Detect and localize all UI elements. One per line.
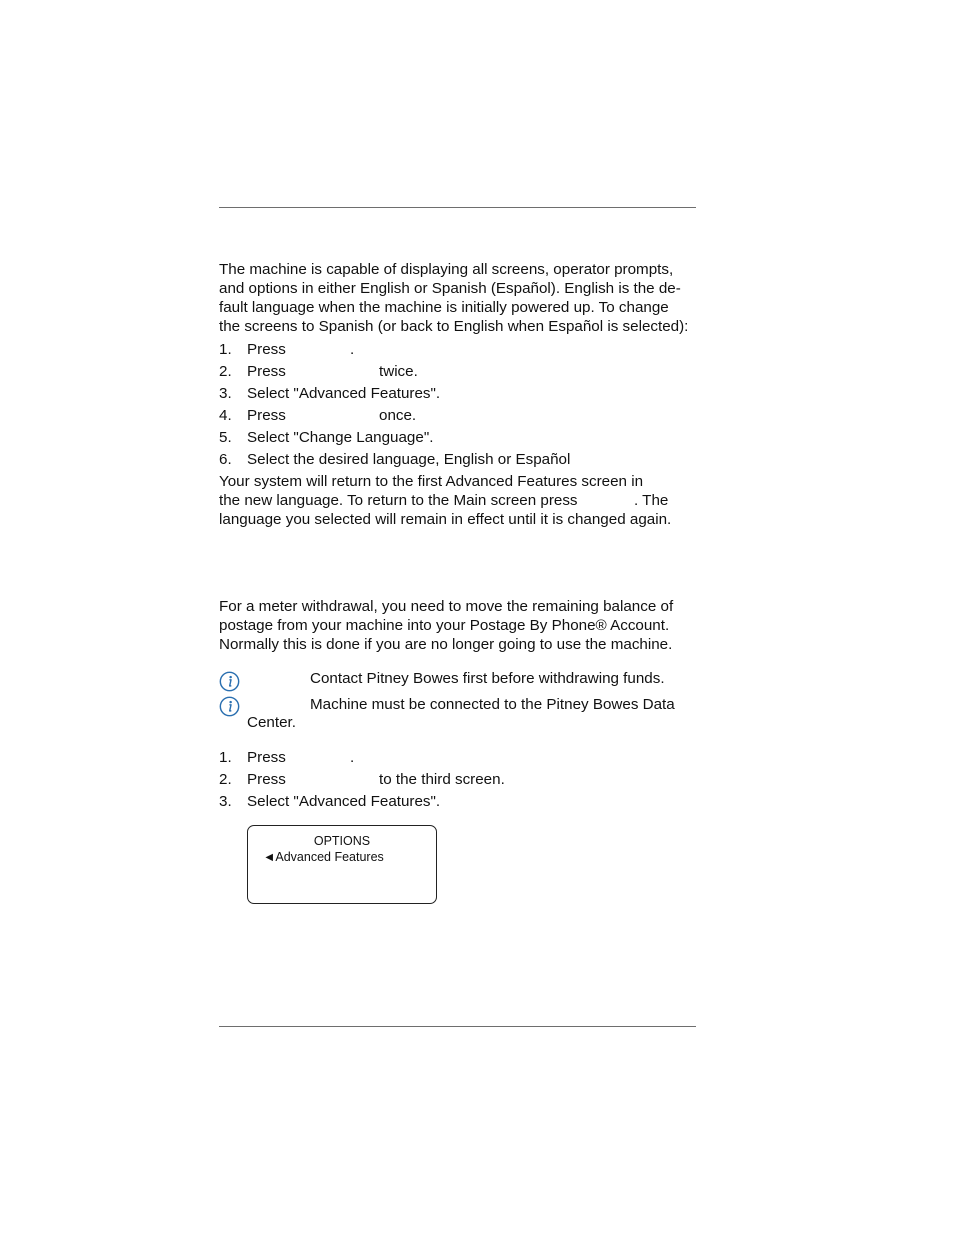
step-text: Select "Advanced Features". <box>247 793 441 810</box>
step-text: Press <box>247 407 286 424</box>
step-text: Select "Change Language". <box>247 429 434 446</box>
step-number: 1. <box>219 749 232 766</box>
step-text: Select the desired language, English or Español <box>247 451 571 468</box>
step-text-tail: . <box>350 341 355 358</box>
outro-line: Your system will return to the first Advanced Features screen in <box>219 473 644 490</box>
outro-line-with-key <box>219 491 699 510</box>
intro-line: The machine is capable of displaying all screens, operator prompts, <box>219 261 674 278</box>
step-text-tail: once. <box>379 407 417 424</box>
intro-line: For a meter withdrawal, you need to move the remaining balance of <box>219 598 674 615</box>
outro-text-tail: . The <box>634 492 669 509</box>
step-number: 3. <box>219 385 232 402</box>
intro-line: and options in either English or Spanish (Español). English is the de- <box>219 280 681 297</box>
step-text-tail: to the third screen. <box>379 771 505 788</box>
intro-line: fault language when the machine is initially powered up. To change <box>219 299 669 316</box>
outro-line: language you selected will remain in effect until it is changed again. <box>219 511 672 528</box>
step-number: 5. <box>219 429 232 446</box>
step-text: Select "Advanced Features". <box>247 385 441 402</box>
lcd-screen <box>247 825 437 904</box>
language-outro <box>219 472 699 529</box>
lcd-menu-item-label: Advanced Features <box>275 850 384 864</box>
step-number: 6. <box>219 451 232 468</box>
step-text: Press <box>247 341 286 358</box>
intro-line: postage from your machine into your Postage By Phone® Account. <box>219 617 670 634</box>
lcd-menu-item <box>263 850 384 865</box>
language-intro <box>219 260 699 336</box>
top-rule <box>219 207 696 208</box>
step-text-tail: twice. <box>379 363 418 380</box>
info-icon <box>219 671 240 692</box>
intro-line: the screens to Spanish (or back to English when Español is selected): <box>219 318 689 335</box>
step-number: 3. <box>219 793 232 810</box>
info-icon <box>219 696 240 717</box>
step-text-tail: . <box>350 749 355 766</box>
note-text: Contact Pitney Bowes first before withdrawing funds. <box>310 670 665 687</box>
step-text: Press <box>247 771 286 788</box>
withdrawal-intro <box>219 597 699 654</box>
left-arrow-icon: ◄ <box>263 850 276 864</box>
step-number: 4. <box>219 407 232 424</box>
intro-line: Normally this is done if you are no longer going to use the machine. <box>219 636 673 653</box>
note-text: Machine must be connected to the Pitney Bowes Data <box>310 696 675 713</box>
lcd-title: OPTIONS <box>313 834 371 848</box>
step-number: 2. <box>219 771 232 788</box>
step-number: 2. <box>219 363 232 380</box>
step-number: 1. <box>219 341 232 358</box>
step-text: Press <box>247 363 286 380</box>
step-text: Press <box>247 749 286 766</box>
outro-text: the new language. To return to the Main screen press <box>219 492 578 509</box>
bottom-rule <box>219 1026 696 1027</box>
note-text-continued: Center. <box>247 714 296 731</box>
